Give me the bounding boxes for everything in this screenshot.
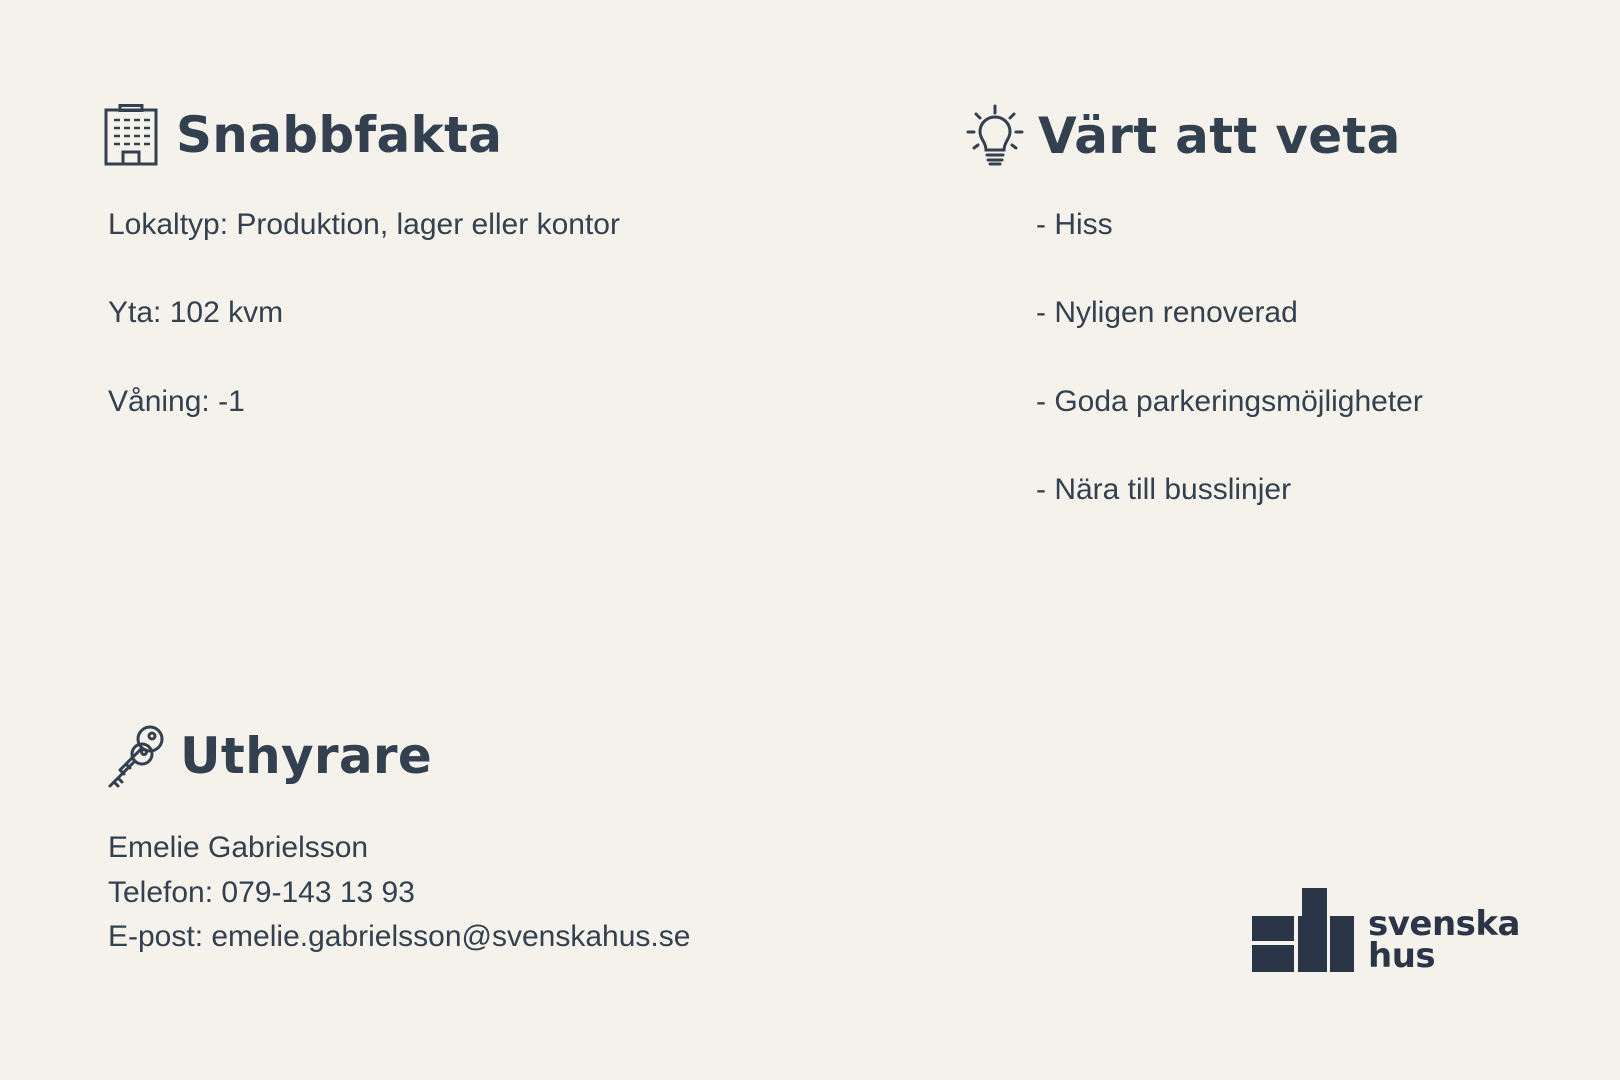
fact-lokaltyp: Lokaltyp: Produktion, lager eller kontor [108,208,620,241]
building-icon [104,104,158,166]
feature-item: - Nära till busslinjer [1036,473,1292,506]
uthyrare-heading [104,724,432,788]
contact-name: Emelie Gabrielsson [108,831,369,864]
logo-line2: hus [1368,936,1436,976]
logo-wordmark [1368,904,1520,976]
uthyrare-title: Uthyrare [180,727,433,785]
vart-att-veta-title: Värt att veta [1038,107,1401,165]
svenska-hus-logo [1252,886,1520,974]
contact-email[interactable]: E-post: emelie.gabrielsson@svenskahus.se [108,920,691,953]
fact-vaning: Våning: -1 [108,385,245,418]
feature-item: - Hiss [1036,208,1113,241]
fact-yta: Yta: 102 kvm [108,296,284,329]
vart-att-veta-heading [966,104,1401,168]
lightbulb-icon [966,104,1024,168]
logo-line1: svenska [1368,904,1520,944]
contact-phone[interactable]: Telefon: 079-143 13 93 [108,876,415,909]
feature-item: - Nyligen renoverad [1036,296,1298,329]
snabbfakta-title: Snabbfakta [176,106,503,164]
snabbfakta-heading [104,104,502,166]
logo-mark-icon [1252,886,1354,974]
keys-icon [104,724,166,788]
feature-item: - Goda parkeringsmöjligheter [1036,385,1423,418]
